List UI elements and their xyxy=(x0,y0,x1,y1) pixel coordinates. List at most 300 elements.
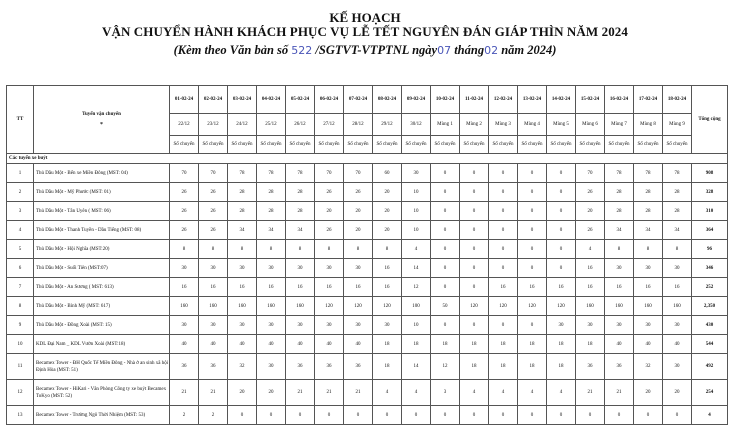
trip-count-cell: 120 xyxy=(315,297,344,316)
header-trip-count: Số chuyến xyxy=(576,136,605,154)
trip-count-cell: 30 xyxy=(634,316,663,335)
header-trip-count: Số chuyến xyxy=(315,136,344,154)
subtitle-part-3: tháng xyxy=(451,43,485,57)
trip-count-cell: 18 xyxy=(518,354,547,380)
trip-count-cell: 34 xyxy=(257,221,286,240)
trip-count-cell: 0 xyxy=(547,183,576,202)
header-lunar-date: Mùng 3 xyxy=(489,114,518,136)
route-name: Thủ Dầu Một - Bình Mỹ (MST: 617) xyxy=(34,297,170,316)
trip-count-cell: 0 xyxy=(460,202,489,221)
header-lunar-date: Mùng 7 xyxy=(605,114,634,136)
header-lunar-date: 30/12 xyxy=(402,114,431,136)
trip-count-cell: 30 xyxy=(315,316,344,335)
trip-count-cell: 4 xyxy=(489,380,518,406)
trip-count-cell: 0 xyxy=(431,316,460,335)
trip-count-cell: 18 xyxy=(518,335,547,354)
trip-count-cell: 8 xyxy=(170,240,199,259)
trip-count-cell: 160 xyxy=(257,297,286,316)
header-date: 03-02-24 xyxy=(228,86,257,114)
trip-count-cell: 36 xyxy=(576,354,605,380)
header-date: 11-02-24 xyxy=(460,86,489,114)
trip-count-cell: 32 xyxy=(634,354,663,380)
row-total: 328 xyxy=(692,183,728,202)
trip-count-cell: 160 xyxy=(199,297,228,316)
trip-count-cell: 28 xyxy=(286,183,315,202)
trip-count-cell: 20 xyxy=(663,380,692,406)
subtitle xyxy=(0,43,730,58)
trip-count-cell: 30 xyxy=(576,316,605,335)
trip-count-cell: 36 xyxy=(344,354,373,380)
trip-count-cell: 16 xyxy=(170,278,199,297)
trip-count-cell: 70 xyxy=(199,164,228,183)
row-total: 252 xyxy=(692,278,728,297)
header-route-mark: * xyxy=(100,121,103,128)
month-handwritten: 02 xyxy=(484,44,499,57)
trip-count-cell: 70 xyxy=(315,164,344,183)
trip-count-cell: 30 xyxy=(199,259,228,278)
trip-count-cell: 0 xyxy=(460,316,489,335)
trip-count-cell: 30 xyxy=(344,316,373,335)
trip-count-cell: 0 xyxy=(547,221,576,240)
trip-count-cell: 28 xyxy=(605,202,634,221)
table-row xyxy=(7,164,728,183)
trip-count-cell: 40 xyxy=(315,335,344,354)
header-date: 17-02-24 xyxy=(634,86,663,114)
trip-count-cell: 0 xyxy=(489,183,518,202)
trip-count-cell: 0 xyxy=(489,316,518,335)
trip-count-cell: 18 xyxy=(460,335,489,354)
trip-count-cell: 0 xyxy=(547,202,576,221)
trip-count-cell: 20 xyxy=(576,202,605,221)
trip-count-cell: 4 xyxy=(402,380,431,406)
trip-count-cell: 78 xyxy=(228,164,257,183)
trip-count-cell: 30 xyxy=(373,316,402,335)
trip-count-cell: 160 xyxy=(663,297,692,316)
header-date: 02-02-24 xyxy=(199,86,228,114)
trip-count-cell: 0 xyxy=(460,240,489,259)
trip-count-cell: 12 xyxy=(402,278,431,297)
trip-count-cell: 18 xyxy=(489,335,518,354)
trip-count-cell: 4 xyxy=(547,380,576,406)
trip-count-cell: 4 xyxy=(402,240,431,259)
trip-count-cell: 78 xyxy=(663,164,692,183)
title-line-2: VẬN CHUYỂN HÀNH KHÁCH PHỤC VỤ LỄ TẾT NGUYÊN ĐÁN GIÁP THÌN NĂM 2024 xyxy=(101,24,629,39)
trip-count-cell: 30 xyxy=(634,259,663,278)
trip-count-cell: 30 xyxy=(228,316,257,335)
header-trip-count: Số chuyến xyxy=(373,136,402,154)
trip-count-cell: 36 xyxy=(605,354,634,380)
row-total: 544 xyxy=(692,335,728,354)
trip-count-cell: 20 xyxy=(228,380,257,406)
trip-count-cell: 26 xyxy=(199,221,228,240)
trip-count-cell: 21 xyxy=(605,380,634,406)
trip-count-cell: 16 xyxy=(373,259,402,278)
trip-count-cell: 36 xyxy=(315,354,344,380)
header-date: 08-02-24 xyxy=(373,86,402,114)
trip-count-cell: 36 xyxy=(170,354,199,380)
trip-count-cell: 120 xyxy=(344,297,373,316)
trip-count-cell: 18 xyxy=(489,354,518,380)
trip-count-cell: 18 xyxy=(547,335,576,354)
trip-count-cell: 20 xyxy=(373,183,402,202)
trip-count-cell: 20 xyxy=(344,202,373,221)
trip-count-cell: 16 xyxy=(605,278,634,297)
header-lunar-date: 26/12 xyxy=(286,114,315,136)
trip-count-cell: 16 xyxy=(286,278,315,297)
trip-count-cell: 0 xyxy=(605,406,634,425)
route-name: Thủ Dầu Một - Suối Tiên (MST:07) xyxy=(34,259,170,278)
trip-count-cell: 28 xyxy=(228,202,257,221)
route-name: Thủ Dầu Một - Tân Uyên ( MST: 06) xyxy=(34,202,170,221)
header-lunar-date: 27/12 xyxy=(315,114,344,136)
row-number: 3 xyxy=(7,202,34,221)
trip-count-cell: 4 xyxy=(576,240,605,259)
trip-count-cell: 0 xyxy=(431,164,460,183)
trip-count-cell: 160 xyxy=(286,297,315,316)
trip-count-cell: 0 xyxy=(663,406,692,425)
trip-count-cell: 36 xyxy=(199,354,228,380)
subtitle-part-1: (Kèm theo Văn bản số xyxy=(173,43,292,57)
trip-count-cell: 30 xyxy=(402,164,431,183)
trip-count-cell: 120 xyxy=(518,297,547,316)
header-lunar-date: Mùng 4 xyxy=(518,114,547,136)
header-lunar-date: 25/12 xyxy=(257,114,286,136)
trip-count-cell: 28 xyxy=(634,202,663,221)
trip-count-cell: 30 xyxy=(228,259,257,278)
table-row xyxy=(7,221,728,240)
trip-count-cell: 20 xyxy=(257,380,286,406)
trip-count-cell: 18 xyxy=(402,335,431,354)
trip-count-cell: 0 xyxy=(431,406,460,425)
trip-count-cell: 0 xyxy=(373,406,402,425)
trip-count-cell: 0 xyxy=(547,240,576,259)
trip-count-cell: 10 xyxy=(402,316,431,335)
header-date: 07-02-24 xyxy=(344,86,373,114)
route-name: KDL Đại Nam _ KDL Vườn Xoài (MST:18) xyxy=(34,335,170,354)
trip-count-cell: 16 xyxy=(663,278,692,297)
header-lunar-date: 23/12 xyxy=(199,114,228,136)
header-trip-count: Số chuyến xyxy=(489,136,518,154)
trip-count-cell: 10 xyxy=(402,202,431,221)
trip-count-cell: 30 xyxy=(286,316,315,335)
row-number: 8 xyxy=(7,297,34,316)
trip-count-cell: 160 xyxy=(228,297,257,316)
trip-count-cell: 0 xyxy=(518,183,547,202)
trip-count-cell: 16 xyxy=(228,278,257,297)
header-date: 12-02-24 xyxy=(489,86,518,114)
header-trip-count: Số chuyến xyxy=(460,136,489,154)
trip-count-cell: 30 xyxy=(344,259,373,278)
trip-count-cell: 18 xyxy=(547,354,576,380)
trip-count-cell: 78 xyxy=(605,164,634,183)
header-date: 04-02-24 xyxy=(257,86,286,114)
trip-count-cell: 0 xyxy=(460,278,489,297)
header-lunar-date: 29/12 xyxy=(373,114,402,136)
trip-count-cell: 21 xyxy=(344,380,373,406)
trip-count-cell: 0 xyxy=(489,202,518,221)
header-route-label: Tuyến vận chuyển xyxy=(82,111,121,117)
header-trip-count: Số chuyến xyxy=(170,136,199,154)
trip-count-cell: 70 xyxy=(576,164,605,183)
trip-count-cell: 0 xyxy=(634,406,663,425)
trip-count-cell: 34 xyxy=(228,221,257,240)
trip-count-cell: 30 xyxy=(663,316,692,335)
trip-count-cell: 18 xyxy=(460,354,489,380)
trip-count-cell: 78 xyxy=(634,164,663,183)
subtitle-part-4: năm 2024) xyxy=(498,43,557,57)
trip-count-cell: 120 xyxy=(547,297,576,316)
header-lunar-date: Mùng 8 xyxy=(634,114,663,136)
trip-count-cell: 78 xyxy=(286,164,315,183)
trip-count-cell: 0 xyxy=(431,278,460,297)
trip-count-cell: 28 xyxy=(663,183,692,202)
trip-count-cell: 0 xyxy=(431,259,460,278)
header-trip-count: Số chuyến xyxy=(402,136,431,154)
header-date: 10-02-24 xyxy=(431,86,460,114)
table-row xyxy=(7,406,728,425)
header-date: 16-02-24 xyxy=(605,86,634,114)
trip-count-cell: 30 xyxy=(663,259,692,278)
route-name: Thủ Dầu Một - Mỹ Phước (MST: 01) xyxy=(34,183,170,202)
trip-count-cell: 50 xyxy=(431,297,460,316)
table-row xyxy=(7,278,728,297)
trip-count-cell: 30 xyxy=(170,316,199,335)
trip-count-cell: 40 xyxy=(605,335,634,354)
trip-count-cell: 0 xyxy=(547,164,576,183)
trip-count-cell: 28 xyxy=(228,183,257,202)
row-number: 12 xyxy=(7,380,34,406)
trip-count-cell: 0 xyxy=(489,221,518,240)
trip-count-cell: 34 xyxy=(605,221,634,240)
trip-count-cell: 28 xyxy=(634,183,663,202)
trip-count-cell: 8 xyxy=(663,240,692,259)
trip-count-cell: 20 xyxy=(373,221,402,240)
header-date: 09-02-24 xyxy=(402,86,431,114)
trip-count-cell: 16 xyxy=(489,278,518,297)
trip-count-cell: 0 xyxy=(228,406,257,425)
trip-count-cell: 0 xyxy=(431,183,460,202)
trip-count-cell: 26 xyxy=(199,183,228,202)
trip-count-cell: 120 xyxy=(460,297,489,316)
trip-count-cell: 26 xyxy=(170,221,199,240)
trip-count-cell: 21 xyxy=(286,380,315,406)
row-number: 4 xyxy=(7,221,34,240)
trip-count-cell: 14 xyxy=(402,354,431,380)
header-date: 18-02-24 xyxy=(663,86,692,114)
trip-count-cell: 0 xyxy=(460,221,489,240)
trip-count-cell: 30 xyxy=(170,259,199,278)
header-trip-count: Số chuyến xyxy=(547,136,576,154)
trip-count-cell: 28 xyxy=(605,183,634,202)
header-trip-count: Số chuyến xyxy=(605,136,634,154)
trip-count-cell: 78 xyxy=(257,164,286,183)
row-number: 6 xyxy=(7,259,34,278)
route-name: Thủ Dầu Một - An Sương ( MST: 613) xyxy=(34,278,170,297)
row-number: 5 xyxy=(7,240,34,259)
row-total: 346 xyxy=(692,259,728,278)
trip-count-cell: 40 xyxy=(170,335,199,354)
trip-count-cell: 34 xyxy=(634,221,663,240)
trip-count-cell: 20 xyxy=(634,380,663,406)
trip-count-cell: 8 xyxy=(373,240,402,259)
header-trip-count: Số chuyến xyxy=(286,136,315,154)
header-date: 14-02-24 xyxy=(547,86,576,114)
trip-count-cell: 0 xyxy=(489,240,518,259)
trip-count-cell: 21 xyxy=(170,380,199,406)
header-route xyxy=(34,86,170,154)
trip-count-cell: 0 xyxy=(518,221,547,240)
row-number: 13 xyxy=(7,406,34,425)
row-total: 4 xyxy=(692,406,728,425)
transport-plan-table xyxy=(6,85,728,425)
trip-count-cell: 16 xyxy=(576,259,605,278)
trip-count-cell: 4 xyxy=(518,380,547,406)
trip-count-cell: 16 xyxy=(257,278,286,297)
trip-count-cell: 40 xyxy=(344,335,373,354)
trip-count-cell: 30 xyxy=(257,354,286,380)
trip-count-cell: 26 xyxy=(170,183,199,202)
trip-count-cell: 0 xyxy=(460,164,489,183)
trip-count-cell: 0 xyxy=(431,240,460,259)
trip-count-cell: 120 xyxy=(489,297,518,316)
trip-count-cell: 160 xyxy=(576,297,605,316)
trip-count-cell: 26 xyxy=(576,183,605,202)
trip-count-cell: 0 xyxy=(460,259,489,278)
table-row xyxy=(7,335,728,354)
trip-count-cell: 0 xyxy=(518,316,547,335)
title-line-1: KẾ HOẠCH xyxy=(329,10,401,25)
row-total: 430 xyxy=(692,316,728,335)
trip-count-cell: 30 xyxy=(199,316,228,335)
table-row xyxy=(7,259,728,278)
table-row xyxy=(7,202,728,221)
trip-count-cell: 8 xyxy=(634,240,663,259)
route-name: Becamex Tower - ĐH Quốc Tế Miền Đông - Nhà ở an sinh xã hội Định Hòa (MST: 51) xyxy=(34,354,170,380)
trip-count-cell: 160 xyxy=(605,297,634,316)
row-total: 492 xyxy=(692,354,728,380)
trip-count-cell: 16 xyxy=(344,278,373,297)
trip-count-cell: 70 xyxy=(170,164,199,183)
trip-count-cell: 0 xyxy=(518,259,547,278)
row-number: 2 xyxy=(7,183,34,202)
trip-count-cell: 8 xyxy=(228,240,257,259)
trip-count-cell: 0 xyxy=(460,406,489,425)
trip-count-cell: 40 xyxy=(257,335,286,354)
trip-count-cell: 40 xyxy=(663,335,692,354)
trip-count-cell: 0 xyxy=(344,406,373,425)
trip-count-cell: 18 xyxy=(373,335,402,354)
trip-count-cell: 20 xyxy=(315,202,344,221)
header-lunar-date: 22/12 xyxy=(170,114,199,136)
header-lunar-date: 28/12 xyxy=(344,114,373,136)
trip-count-cell: 20 xyxy=(344,221,373,240)
trip-count-cell: 12 xyxy=(431,354,460,380)
row-number: 1 xyxy=(7,164,34,183)
trip-count-cell: 30 xyxy=(257,316,286,335)
trip-count-cell: 28 xyxy=(257,183,286,202)
trip-count-cell: 26 xyxy=(315,221,344,240)
trip-count-cell: 21 xyxy=(576,380,605,406)
trip-count-cell: 2 xyxy=(199,406,228,425)
trip-count-cell: 70 xyxy=(344,164,373,183)
trip-count-cell: 0 xyxy=(431,221,460,240)
trip-count-cell: 0 xyxy=(286,406,315,425)
trip-count-cell: 28 xyxy=(286,202,315,221)
row-total: 908 xyxy=(692,164,728,183)
header-trip-count: Số chuyến xyxy=(518,136,547,154)
header-date: 13-02-24 xyxy=(518,86,547,114)
trip-count-cell: 18 xyxy=(576,335,605,354)
header-lunar-date: Mùng 1 xyxy=(431,114,460,136)
trip-count-cell: 160 xyxy=(634,297,663,316)
row-total: 2,350 xyxy=(692,297,728,316)
trip-count-cell: 8 xyxy=(257,240,286,259)
row-number: 10 xyxy=(7,335,34,354)
trip-count-cell: 4 xyxy=(373,380,402,406)
trip-count-cell: 30 xyxy=(663,354,692,380)
trip-count-cell: 3 xyxy=(431,380,460,406)
header-trip-count: Số chuyến xyxy=(634,136,663,154)
trip-count-cell: 20 xyxy=(373,202,402,221)
trip-count-cell: 8 xyxy=(315,240,344,259)
row-number: 9 xyxy=(7,316,34,335)
section-title: Các tuyến xe buýt xyxy=(7,154,728,164)
trip-count-cell: 14 xyxy=(402,259,431,278)
trip-count-cell: 0 xyxy=(489,259,518,278)
trip-count-cell: 2 xyxy=(170,406,199,425)
trip-count-cell: 30 xyxy=(605,259,634,278)
trip-count-cell: 26 xyxy=(576,221,605,240)
trip-count-cell: 26 xyxy=(344,183,373,202)
trip-count-cell: 8 xyxy=(344,240,373,259)
trip-count-cell: 26 xyxy=(199,202,228,221)
trip-count-cell: 0 xyxy=(576,406,605,425)
trip-count-cell: 16 xyxy=(315,278,344,297)
trip-count-cell: 16 xyxy=(547,278,576,297)
day-handwritten: 07 xyxy=(437,44,452,57)
trip-count-cell: 0 xyxy=(518,240,547,259)
table-row xyxy=(7,316,728,335)
trip-count-cell: 30 xyxy=(286,259,315,278)
trip-count-cell: 120 xyxy=(373,297,402,316)
route-name: Thủ Dầu Một - Thanh Tuyền - Dầu Tiếng (MST: 08) xyxy=(34,221,170,240)
trip-count-cell: 40 xyxy=(286,335,315,354)
trip-count-cell: 0 xyxy=(257,406,286,425)
trip-count-cell: 28 xyxy=(257,202,286,221)
trip-count-cell: 0 xyxy=(315,406,344,425)
header-date: 06-02-24 xyxy=(315,86,344,114)
header-lunar-date: Mùng 2 xyxy=(460,114,489,136)
header-trip-count: Số chuyến xyxy=(344,136,373,154)
trip-count-cell: 18 xyxy=(431,335,460,354)
trip-count-cell: 160 xyxy=(170,297,199,316)
trip-count-cell: 0 xyxy=(489,164,518,183)
trip-count-cell: 36 xyxy=(286,354,315,380)
header-date: 15-02-24 xyxy=(576,86,605,114)
header-lunar-date: Mùng 5 xyxy=(547,114,576,136)
header-tt: TT xyxy=(7,86,34,154)
trip-count-cell: 16 xyxy=(199,278,228,297)
subtitle-part-2: /SGTVT-VTPTNL ngày xyxy=(312,43,438,57)
trip-count-cell: 21 xyxy=(315,380,344,406)
trip-count-cell: 30 xyxy=(315,259,344,278)
trip-count-cell: 10 xyxy=(402,183,431,202)
header-date: 01-02-24 xyxy=(170,86,199,114)
trip-count-cell: 0 xyxy=(547,406,576,425)
trip-count-cell: 0 xyxy=(547,259,576,278)
trip-count-cell: 32 xyxy=(228,354,257,380)
route-name: Becamex Tower - Trường Ngô Thời Nhiệm (MST: 53) xyxy=(34,406,170,425)
